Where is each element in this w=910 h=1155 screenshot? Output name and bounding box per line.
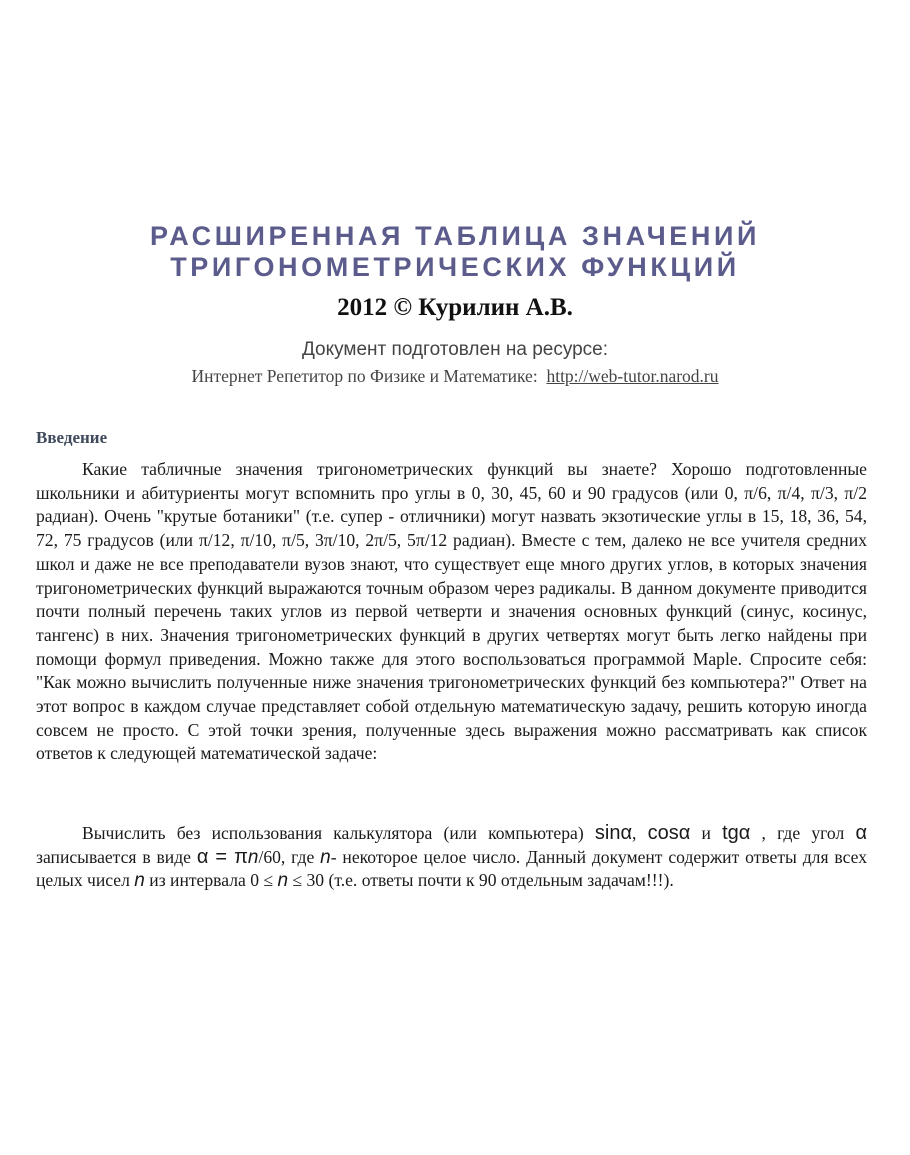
formula-eq: = (208, 845, 235, 868)
p2-text-3: записывается в виде (36, 846, 197, 867)
p2-and: и (690, 823, 723, 843)
intro-paragraph-1-text: Какие табличные значения тригонометрических функций вы знаете? Хорошо подготовленные школьники и абитуриенты могут вспомнить про углы в 0, 30, 45, 60 и 90 градусов (или 0, π/6, π/4, π/3, π/2 радиан). Очень "крутые ботаники" (т.е. супер - отличники) могут назвать экзотические углы в 15, 18, 36, 54, 72, 75 градусов (или π/12, π/10, π/5, 3π/10, 2π/5, 5π/12 радиан). Вместе с тем, далеко не все учителя средних школ и даже не все преподаватели вузов знают, что существует еще много других углов, в которых значения тригонометрических функций выражаются точным образом через радикалы. В данном документе приводится почти полный перечень таких углов из первой четверти и значения основных функций (синус, косинус, тангенс) в них. Значения тригонометрических функций в других четвертях могут быть легко найдены при помощи формул приведения. Можно также для этого воспользоваться программой Maple. Спросите себя: "Как можно вычислить полученные ниже значения тригонометрических функций без компьютера?" Ответ на этот вопрос в каждом случае представляет собой отдельную математическую задачу, решить которую иногда совсем не просто. С этой точки зрения, полученные здесь выражения можно рассматривать как список ответов к следующей математической задаче: (36, 459, 867, 764)
p2-text-2: , где угол (750, 823, 856, 843)
intro-paragraph-1 (36, 458, 867, 766)
section-heading: Введение (36, 428, 108, 447)
prepared-on-resource: Документ подготовлен на ресурсе: (301, 339, 609, 360)
cos-alpha: cosα (647, 822, 691, 844)
n-symbol-3: n (277, 870, 289, 892)
resource-link[interactable]: http://web-tutor.narod.ru (546, 366, 719, 386)
formula-pi: π (234, 845, 248, 868)
formula-n: n (247, 846, 259, 868)
p2-text-1: Вычислить без использования калькулятора (или компьютера) (82, 823, 595, 843)
p2-text-5: из интервала 0 ≤ (144, 870, 278, 891)
formula-rest: /60, где (258, 846, 321, 867)
p2-comma: , (632, 823, 648, 843)
p2-text-6: ≤ 30 (т.е. ответы почти к 90 отдельным задачам!!!). (288, 870, 674, 891)
n-symbol-1: n (320, 846, 331, 868)
document-title-line2: ТРИГОНОМЕТРИЧЕСКИХ ФУНКЦИЙ (170, 252, 740, 282)
resource-label: Интернет Репетитор по Физике и Математике: (191, 366, 538, 386)
tg-alpha: tgα (722, 822, 751, 844)
document-title-line1: РАСШИРЕННАЯ ТАБЛИЦА ЗНАЧЕНИЙ (150, 221, 760, 251)
author-line: 2012 © Курилин А.В. (337, 294, 573, 321)
sin-alpha: sinα (594, 822, 633, 844)
formula-alpha: α (196, 845, 209, 868)
alpha-symbol: α (855, 822, 868, 844)
intro-paragraph-2-text (36, 822, 867, 893)
p2-text-4: - некоторое целое число. Данный документ содержит ответы для всех целых чисел (36, 846, 867, 891)
n-symbol-2: n (134, 870, 145, 892)
resource-line (0, 366, 910, 387)
intro-paragraph-2 (36, 822, 867, 893)
